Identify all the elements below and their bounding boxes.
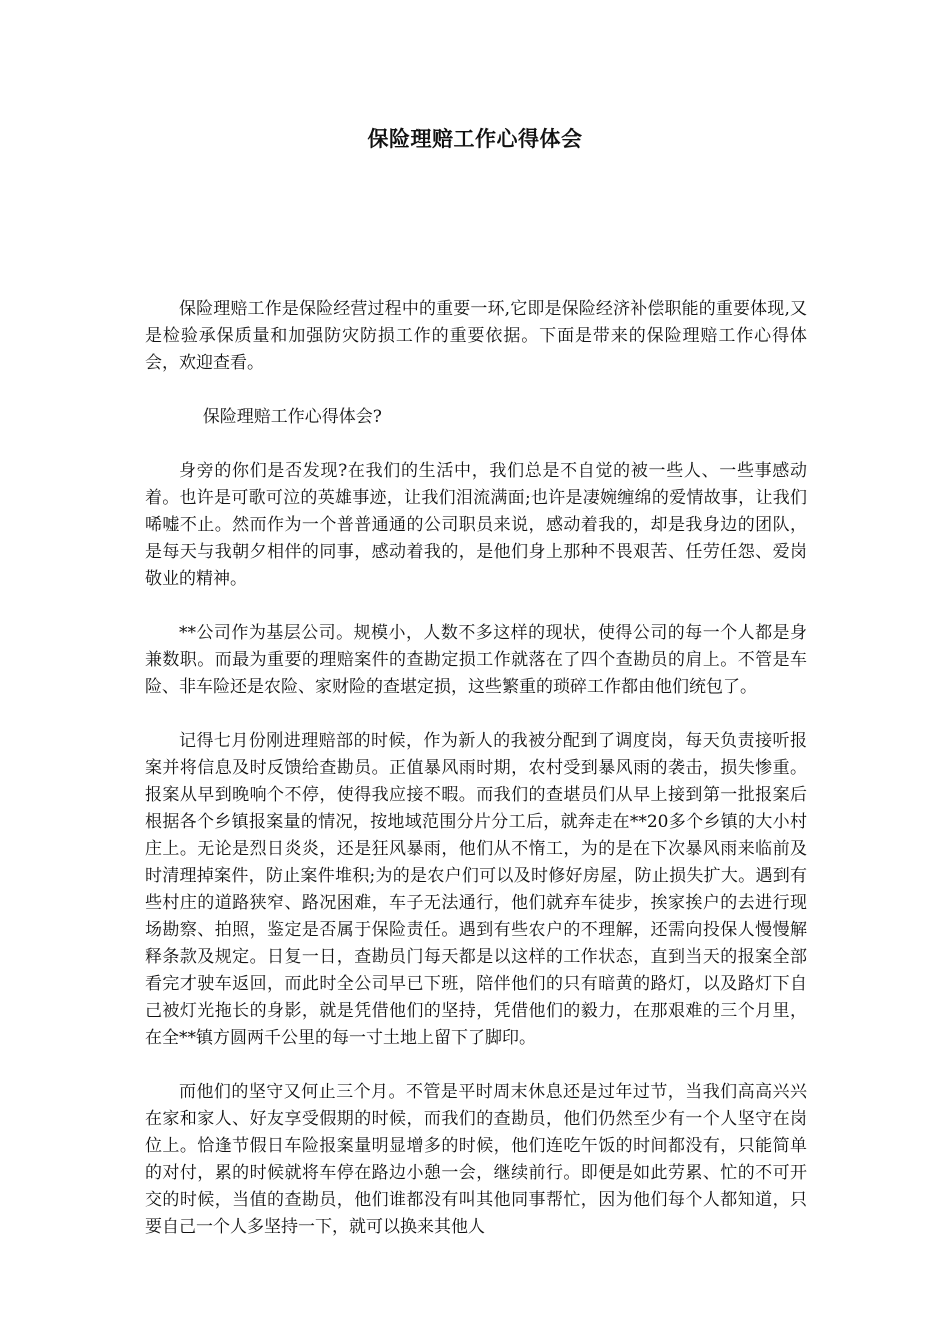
intro-paragraph: 保险理赔工作是保险经营过程中的重要一环,它即是保险经济补偿职能的重要体现,又是检验承保质量和加强防灾防损工作的重要依据。下面是带来的保险理赔工作心得体会，欢迎查看。 bbox=[145, 299, 807, 373]
body-paragraph: 记得七月份刚进理赔部的时候，作为新人的我被分配到了调度岗，每天负责接听报案并将信息及时反馈给查勘员。正值暴风雨时期，农村受到暴风雨的袭击，损失惨重。报案从早到晚响个不停，使得我应接不暇。而我们的查堪员们从早上接到第一批报案后根据各个乡镇报案量的情况，按地域范围分片分工后，就奔走在**20多个乡镇的大小村庄上。无论是烈日炎炎，还是狂风暴雨，他们从不惰工，为的是在下次暴风雨来临前及时清理掉案件，防止案件堆积;为的是农户们可以及时修好房屋，防止损失扩大。遇到有些村庄的道路狭窄、路况困难，车子无法通行，他们就弃车徒步，挨家挨户的去进行现场勘察、拍照，鉴定是否属于保险责任。遇到有些农户的不理解，还需向投保人慢慢解释条款及规定。日复一日，查勘员门每天都是以这样的工作状态，直到当天的报案全部看完才驶车返回，而此时全公司早已下班，陪伴他们的只有暗黄的路灯，以及路灯下自己被灯光拖长的身影，就是凭借他们的坚持，凭借他们的毅力，在那艰难的三个月里，在全**镇方圆两千公里的每一寸土地上留下了脚印。 bbox=[145, 731, 807, 1048]
body-paragraph: **公司作为基层公司。规模小，人数不多这样的现状，使得公司的每一个人都是身兼数职。而最为重要的理赔案件的查勘定损工作就落在了四个查勘员的肩上。不管是车险、非车险还是农险、家财险的查堪定损，这些繁重的琐碎工作都由他们统包了。 bbox=[145, 623, 807, 697]
document-title: 保险理赔工作心得体会 bbox=[367, 126, 583, 151]
body-paragraph: 而他们的坚守又何止三个月。不管是平时周末休息还是过年过节，当我们高高兴兴在家和家人、好友享受假期的时候，而我们的查勘员，他们仍然至少有一个人坚守在岗位上。恰逢节假日车险报案量明显增多的时候，他们连吃午饭的时间都没有，只能简单的对付，累的时候就将车停在路边小憩一会，继续前行。即便是如此劳累、忙的不可开交的时候，当值的查勘员，他们谁都没有叫其他同事帮忙，因为他们每个人都知道，只要自己一个人多坚持一下，就可以换来其他人 bbox=[145, 1082, 807, 1237]
section-heading: 保险理赔工作心得体会? bbox=[202, 407, 382, 427]
body-paragraph: 身旁的你们是否发现?在我们的生活中，我们总是不自觉的被一些人、一些事感动着。也许是可歌可泣的英雄事迹，让我们泪流满面;也许是凄婉缠绵的爱情故事，让我们唏嘘不止。然而作为一个普普通通的公司职员来说，感动着我的，却是我身边的团队，是每天与我朝夕相伴的同事，感动着我的，是他们身上那种不畏艰苦、任劳任怨、爱岗敬业的精神。 bbox=[145, 461, 807, 589]
document-body bbox=[145, 296, 807, 1241]
